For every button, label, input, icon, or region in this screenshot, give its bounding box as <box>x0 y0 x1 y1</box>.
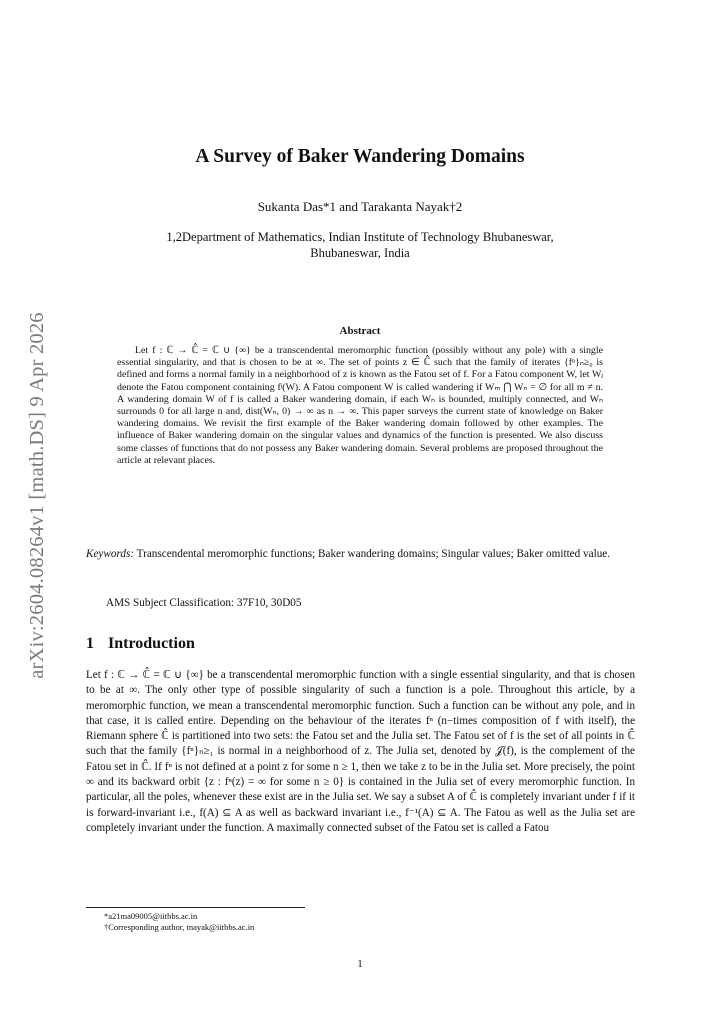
page-number: 1 <box>357 958 363 970</box>
keywords-label: Keywords: <box>86 548 135 560</box>
affiliation-line-2: Bhubaneswar, India <box>310 246 410 260</box>
section-title: Introduction <box>108 635 195 652</box>
introduction-paragraph: Let f : ℂ → ℂ̂ = ℂ ∪ {∞} be a transcendental meromorphic function with a single essential singularity, and that is chosen to be at ∞. The only other type of possible singularity of such a function is a pole. Throughout this article, by a meromorphic function, we mean a transcendental meromorphic function. Such a function can be without any pole, and in that case, it is called entire. Depending on the behaviour of the iterates fⁿ (n−times composition of f with itself), the Riemann sphere ℂ̂ is partitioned into two sets: the Fatou set and the Julia set. The Fatou set of f is the set of all points in ℂ̂ such that the family {fⁿ}ₙ≥₁ is normal in a neighborhood of z. The Julia set, denoted by 𝒥(f), is the complement of the Fatou set in ℂ̂. If fⁿ is not defined at a point z for some n ≥ 1, then we take z to be in the Julia set. More precisely, the point ∞ and its backward orbit {z : fⁿ(z) = ∞ for some n ≥ 0} is contained in the Julia set of every meromorphic function. In particular, all the poles, whenever these exist are in the Julia set. We say a subset A of ℂ̂ is completely invariant under f if it is forward-invariant i.e., f(A) ⊆ A as well as backward invariant i.e., f⁻¹(A) ⊆ A. The Fatou as well as the Julia set are completely invariant under the function. A maximally connected subset of the Fatou set is called a Fatou <box>86 669 635 834</box>
introduction-body <box>86 668 635 836</box>
affiliation-line-1: 1,2Department of Mathematics, Indian Institute of Technology Bhubaneswar, <box>166 230 554 244</box>
author-line: Sukanta Das*1 and Tarakanta Nayak†2 <box>257 199 463 214</box>
footnote-2: †Corresponding author, tnayak@iitbbs.ac.in <box>104 922 255 932</box>
abstract-block <box>117 345 603 467</box>
section-number: 1 <box>86 635 94 652</box>
abstract-body: Let f : ℂ → ℂ̂ = ℂ ∪ {∞} be a transcendental meromorphic function (possibly without any pole) with a single essential singularity, and that is chosen to be at ∞. The set of points z ∈ ℂ̂ such that the family of iterates {fⁿ}ₙ≥₀ is defined and forms a normal family in a neighborhood of z is known as the Fatou set of f. For a Fatou component W, let Wⱼ denote the Fatou component containing fʲ(W). A Fatou component W is called wandering if Wₘ ⋂ Wₙ = ∅ for all m ≠ n. A wandering domain W of f is called a Baker wandering domain, if each Wₙ is bounded, multiply connected, and Wₙ surrounds 0 for all large n and, dist(Wₙ, 0) → ∞ as n → ∞. This paper surveys the current state of knowledge on Baker wandering domains. We revisit the first example of the Baker wandering domain followed by other examples. The influence of Baker wandering domain on the singular values and dynamics of the function is presented. We also discuss some classes of functions that do not possess any Baker wandering domain. Several problems are proposed throughout the article at relevant places. <box>117 345 603 466</box>
affiliation <box>100 229 620 261</box>
footnote-1: *a21ma09005@iitbbs.ac.in <box>104 911 198 921</box>
keywords-text: Transcendental meromorphic functions; Baker wandering domains; Singular values; Baker omitted value. <box>136 548 611 560</box>
keywords-block <box>86 547 635 563</box>
paper-title: A Survey of Baker Wandering Domains <box>195 146 525 167</box>
arxiv-identifier-stamp <box>17 290 57 700</box>
abstract-heading: Abstract <box>339 325 381 337</box>
section-heading <box>86 635 195 653</box>
footnotes <box>104 911 254 933</box>
arxiv-identifier-text: arXiv:2604.08264v1 [math.DS] 9 Apr 2026 <box>25 311 48 679</box>
ams-classification: AMS Subject Classification: 37F10, 30D05 <box>106 597 302 609</box>
footnote-rule <box>86 907 305 908</box>
